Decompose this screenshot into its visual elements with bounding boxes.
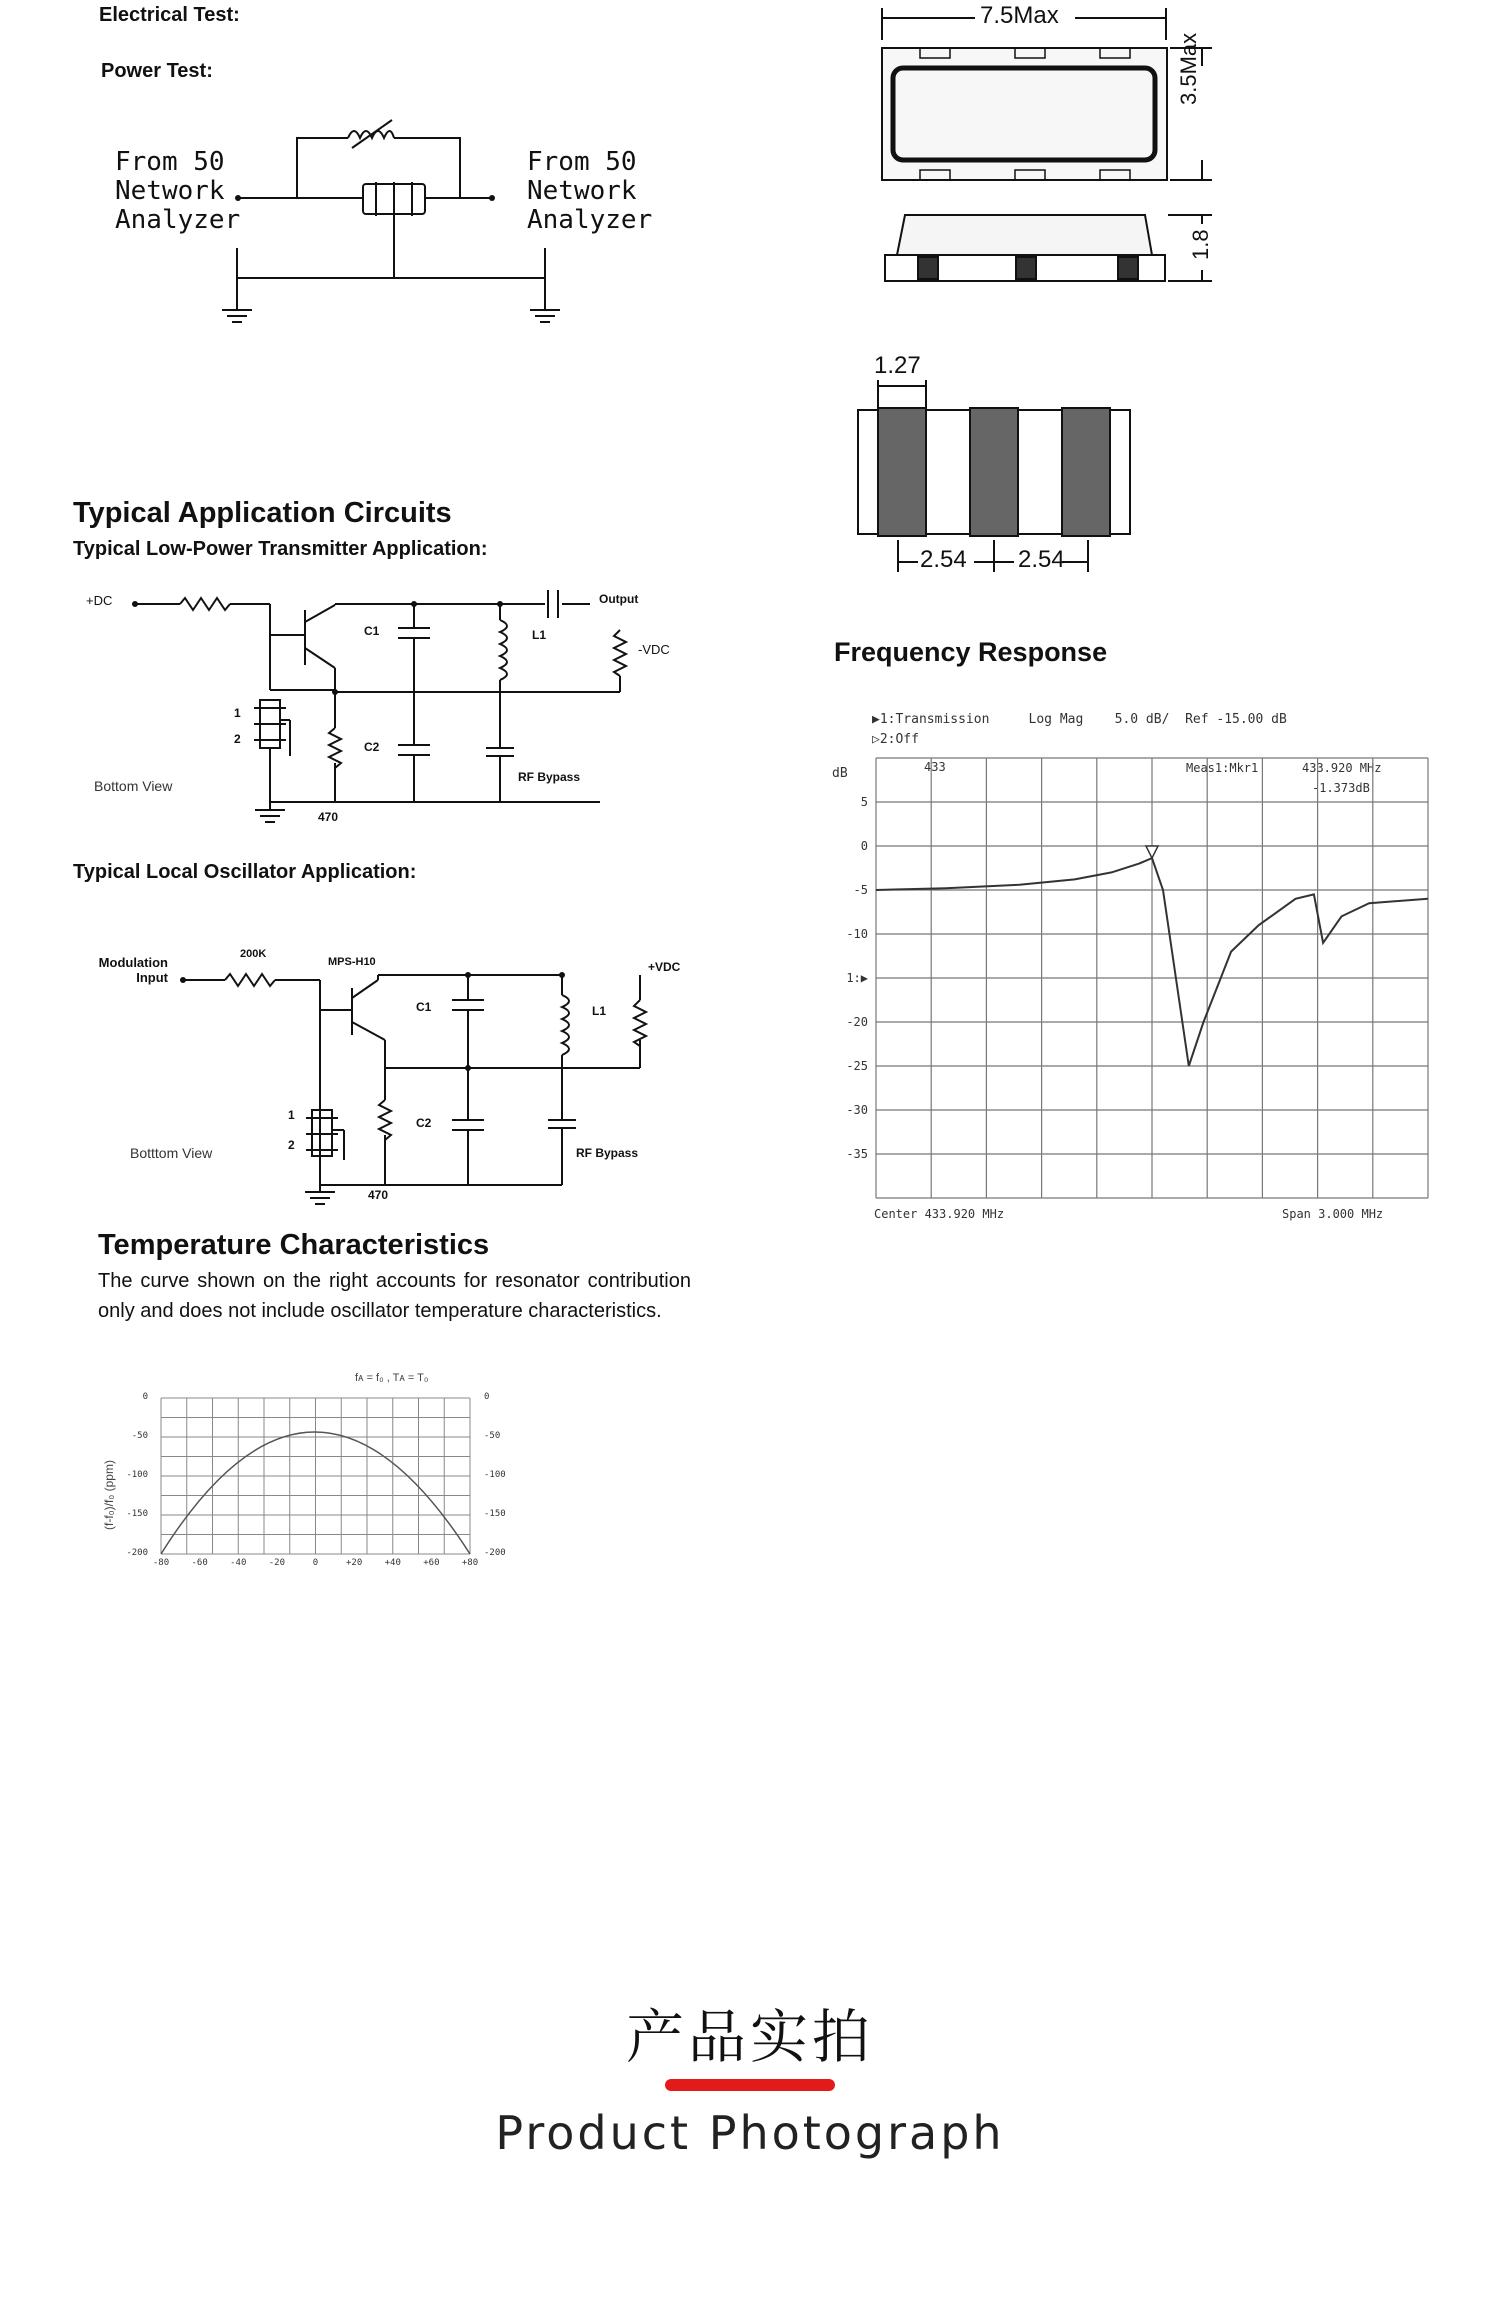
temp-y-tick-left: -50: [131, 1431, 148, 1441]
freq-y-tick: 1:▶: [846, 971, 868, 985]
temp-y-tick-right: 0: [484, 1392, 490, 1402]
temp-x-tick: +60: [423, 1558, 440, 1568]
temp-y-tick-right: -200: [484, 1548, 506, 1558]
tx-dc-label: +DC: [86, 593, 113, 608]
freq-center-label: Center 433.920 MHz: [874, 1207, 1005, 1221]
typical-app-heading: Typical Application Circuits: [73, 497, 452, 529]
freq-y-tick: -20: [846, 1015, 868, 1029]
freq-y-tick: -35: [846, 1147, 868, 1161]
temp-y-tick-left: -200: [126, 1548, 148, 1558]
low-power-tx-heading: Typical Low-Power Transmitter Application:: [73, 538, 488, 560]
power-test-heading: Power Test:: [101, 60, 213, 82]
freq-y-tick: -5: [853, 883, 868, 897]
temp-x-tick: 0: [312, 1558, 319, 1568]
dim-pitch2-label: 2.54: [1018, 546, 1065, 573]
freq-marker-text: Meas1:Mkr1: [1186, 761, 1259, 775]
temp-y-tick-left: 0: [142, 1392, 148, 1402]
freq-y-tick: 5: [860, 795, 868, 809]
freq-span-label: Span 3.000 MHz: [1282, 1207, 1384, 1221]
temp-x-tick: +80: [461, 1558, 479, 1568]
osc-c1-label: C1: [416, 1000, 432, 1014]
osc-l1-label: L1: [592, 1004, 607, 1018]
product-photo-title-en: Product Photograph: [495, 2106, 1005, 2160]
osc-bottom-view-label: Botttom View: [130, 1145, 213, 1161]
temp-y-tick-right: -100: [484, 1470, 506, 1480]
left-label-line3: Analyzer: [115, 205, 241, 235]
temp-char-heading: Temperature Characteristics: [98, 1229, 490, 1261]
temp-x-tick: -80: [152, 1558, 170, 1568]
osc-r1-label: 200K: [240, 948, 267, 960]
freq-marker-freq-label: 433: [924, 760, 946, 774]
freq-marker-value2: -1.373dB: [1312, 781, 1370, 795]
temp-y-tick-left: -100: [126, 1470, 148, 1480]
dim-pitch1-label: 2.54: [920, 546, 967, 573]
tx-r-label: 470: [318, 810, 339, 824]
osc-pin1-label: 1: [288, 1108, 295, 1122]
left-label-line2: Network: [115, 176, 225, 206]
tx-vdc-label: -VDC: [638, 642, 670, 657]
dim-height-label: 3.5Max: [1176, 32, 1201, 105]
freq-y-tick: -25: [846, 1059, 868, 1073]
temp-x-tick: +20: [345, 1558, 363, 1568]
product-photo-title-cn: 产品实拍: [625, 2005, 874, 2070]
osc-rf-bypass-label: RF Bypass: [576, 1146, 639, 1160]
tx-pin1-label: 1: [234, 706, 241, 720]
osc-pin2-label: 2: [288, 1138, 295, 1152]
dim-thickness-label: 1.8: [1188, 229, 1213, 260]
tx-pin2-label: 2: [234, 732, 241, 746]
tx-c1-label: C1: [364, 624, 380, 638]
right-label-line1: From 50: [527, 147, 637, 177]
freq-header-line1: ▶1:Transmission Log Mag 5.0 dB/ Ref -15.00 dB: [872, 712, 1287, 727]
freq-marker-value1: 433.920 MHz: [1302, 761, 1382, 775]
freq-header-line2: ▷2:Off: [872, 732, 919, 747]
freq-response-heading: Frequency Response: [834, 637, 1108, 667]
osc-vdc-label: +VDC: [648, 960, 681, 974]
temp-y-tick-right: -150: [484, 1509, 506, 1519]
dim-width-label: 7.5Max: [980, 2, 1059, 29]
temp-chart-legend: fᴀ = f₀ , Tᴀ = T₀: [355, 1372, 429, 1384]
temp-x-tick: +40: [384, 1558, 401, 1568]
temp-x-tick: -60: [191, 1558, 208, 1568]
temp-char-text: The curve shown on the right accounts for resonator contribution only and does not include oscillator temperature characteristics.: [98, 1270, 691, 1322]
freq-db-label: dB: [832, 766, 848, 781]
electrical-test-heading: Electrical Test:: [99, 4, 240, 26]
temp-y-tick-right: -50: [484, 1431, 501, 1441]
freq-y-tick: -30: [846, 1103, 868, 1117]
temp-x-tick: -20: [268, 1558, 285, 1568]
freq-y-tick: 0: [860, 839, 868, 853]
freq-marker-icon: [1146, 846, 1158, 858]
osc-transistor-label: MPS-H10: [328, 956, 376, 968]
osc-mod-line2: Input: [136, 970, 168, 985]
left-label-line1: From 50: [115, 147, 225, 177]
temp-y-tick-left: -150: [126, 1509, 148, 1519]
freq-y-tick: -10: [846, 927, 868, 941]
tx-rf-bypass-label: RF Bypass: [518, 770, 581, 784]
osc-c2-label: C2: [416, 1116, 432, 1130]
temp-chart-ylabel: (f-f₀)/f₀ (ppm): [102, 1460, 116, 1530]
osc-r-label: 470: [368, 1188, 389, 1202]
local-osc-heading: Typical Local Oscillator Application:: [73, 861, 417, 883]
tx-c2-label: C2: [364, 740, 380, 754]
tx-output-label: Output: [599, 592, 639, 606]
right-label-line3: Analyzer: [527, 205, 653, 235]
title-accent-bar: [665, 2079, 835, 2091]
dim-pad-label: 1.27: [874, 352, 921, 379]
tx-l1-label: L1: [532, 628, 547, 642]
right-label-line2: Network: [527, 176, 637, 206]
osc-mod-line1: Modulation: [98, 955, 168, 970]
temp-x-tick: -40: [230, 1558, 247, 1568]
tx-bottom-view-label: Bottom View: [94, 778, 173, 794]
